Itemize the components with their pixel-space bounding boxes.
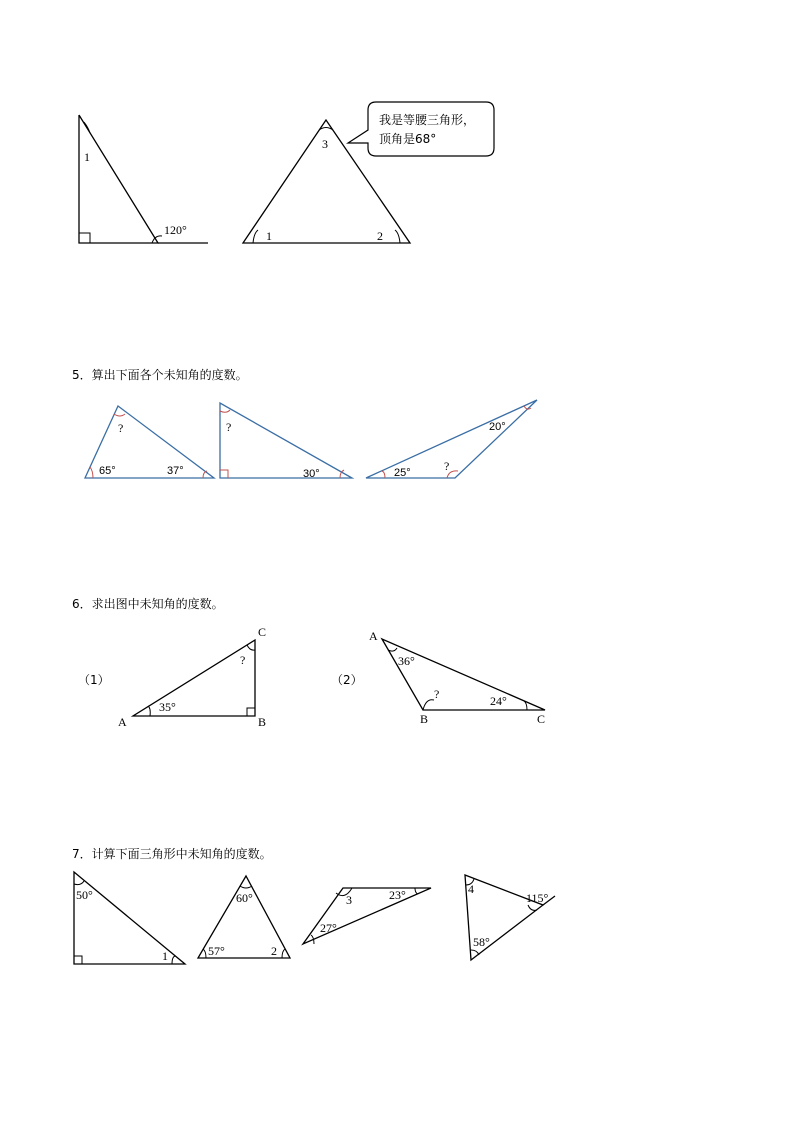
p7-fig3-label-3: 3 [346, 893, 352, 907]
p4-fig2-label-3: 3 [322, 137, 328, 151]
problem7-title: 7．计算下面三角形中未知角的度数。 [72, 847, 272, 861]
p5-fig2-right-triangle [220, 403, 352, 478]
p7-fig4-label-115: 115° [526, 891, 549, 905]
p7-fig2-label-60: 60° [236, 891, 253, 905]
problem6-part2-label: （2） [331, 673, 363, 687]
p7-fig4-label-4: 4 [468, 882, 474, 896]
p5-fig1-label-37: 37° [167, 465, 184, 477]
p6-part2-angle-A: 36° [398, 654, 415, 668]
p4-fig2-arc-left [253, 230, 258, 243]
p4-fig2-label-1: 1 [266, 229, 272, 243]
p4-fig2-arc-right [395, 230, 400, 243]
p6-part1-vertex-A: A [118, 715, 127, 729]
p5-fig1-label-65: 65° [99, 465, 116, 477]
p4-fig1-right-triangle [79, 115, 208, 243]
p5-fig3-label-q: ? [444, 459, 450, 473]
p5-fig3-label-25: 25° [394, 467, 411, 479]
bubble-text-line2: 顶角是68° [379, 132, 437, 146]
p7-fig2-label-57: 57° [208, 944, 225, 958]
p6-part2-obtuse-triangle [382, 639, 545, 710]
p7-fig1-label-50: 50° [76, 888, 93, 902]
bubble-text-line1: 我是等腰三角形， [379, 113, 476, 127]
problem6-title: 6．求出图中未知角的度数。 [72, 597, 224, 611]
p7-fig4-label-58: 58° [473, 935, 490, 949]
p5-fig3-obtuse-triangle [366, 400, 537, 478]
p6-part2-angle-B: ? [434, 687, 440, 701]
problem5-title: 5．算出下面各个未知角的度数。 [72, 368, 248, 382]
p6-part2-vertex-A: A [369, 629, 378, 643]
p6-part1-vertex-B: B [258, 715, 267, 729]
p5-fig1-label-q: ? [118, 421, 124, 435]
p7-fig3-obtuse-triangle [303, 888, 431, 944]
p6-part2-vertex-C: C [537, 712, 546, 726]
p7-fig1-right-triangle [74, 872, 185, 964]
p6-part2-vertex-B: B [420, 712, 429, 726]
p4-fig2-label-2: 2 [377, 229, 383, 243]
problem6-part1-label: （1） [78, 673, 110, 687]
p7-fig1-label-1: 1 [162, 949, 168, 963]
p4-fig1-label-120: 120° [164, 223, 187, 237]
p7-fig2-label-2: 2 [271, 944, 277, 958]
p5-fig3-label-20: 20° [489, 421, 506, 433]
p6-part1-right-triangle [133, 640, 255, 716]
p6-part2-angle-C: 24° [490, 694, 507, 708]
p6-part1-angle-A: 35° [159, 700, 176, 714]
p5-fig2-label-30: 30° [303, 468, 320, 480]
p7-fig3-label-23: 23° [389, 888, 406, 902]
p7-fig3-label-27: 27° [320, 921, 337, 935]
p5-fig2-label-q: ? [226, 420, 232, 434]
p4-fig1-label-1: 1 [84, 150, 90, 164]
p6-part1-vertex-C: C [258, 625, 267, 639]
p4-speech-bubble [348, 102, 494, 156]
p6-part1-angle-C: ? [240, 653, 246, 667]
